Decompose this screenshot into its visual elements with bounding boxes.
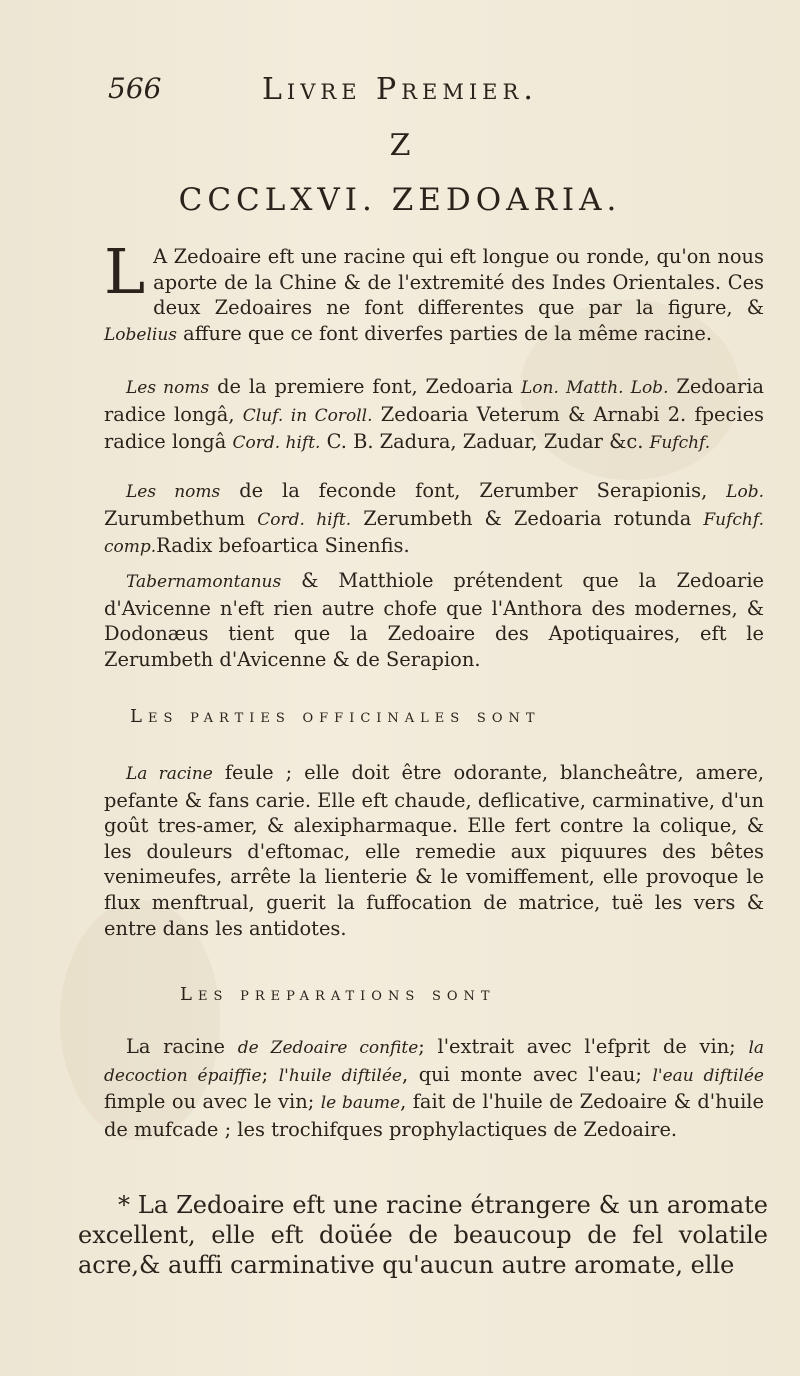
author-ref: Lobelius: [104, 324, 178, 345]
section-letter: Z: [389, 128, 411, 163]
preparations-paragraph: La racine de Zedoaire confite; l'extrait avec l'efprit de vin; la decoction épaiffie; l'huile diftilée, qui monte avec l'eau; l'eau diftilée fimple ou avec le vin; le baume, fait de l'huile de Zedoaire & d'huile de mufcade ; les trochifques prophylactiques de Zedoaire.: [104, 1035, 765, 1141]
names-first-paragraph: Les noms de la premiere font, Zedoaria Lon. Matth. Lob. Zedoaria radice longâ, Cluf. in Coroll. Zedoaria Veterum & Arnabi 2. fpecies radice longâ Cord. hift. C. B. Zadura, Zaduar, Zudar &c. Fufchf.: [104, 375, 764, 454]
page-number: 566: [108, 72, 162, 105]
tabernaemontanus-paragraph: Tabernamontanus & Matthiole prétendent que la Zedoarie d'Avicenne n'eft rien autre chofe que l'Anthora des modernes, & Dodonæus tient que la Zedoaire des Apotiquaires, eft le Zerumbeth d'Avicenne & de Serapion.: [104, 569, 764, 671]
section-heading-officinal: Les parties officinales sont: [130, 706, 541, 727]
officinal-paragraph: La racine feule ; elle doit être odorante, blancheâtre, amere, pefante & fans carie. Elle eft chaude, deflicative, carminative, d'un goût tres-amer, & alexipharmaque. Elle fert contre la colique, & les douleurs d'eftomac, elle remedie aux piquures des bêtes venimeufes, arrête la lienterie & le vomiffement, elle provoque le flux menftrual, guerit la fuffocation de matrice, tuë les vers & entre dans les antidotes.: [104, 761, 765, 940]
section-heading-preparations: Les preparations sont: [180, 984, 496, 1005]
names-second-paragraph: Les noms de la feconde font, Zerumber Serapionis, Lob. Zurumbethum Cord. hift. Zerumbeth & Zedoaria rotunda Fufchf. comp.Radix befoartica Sinenfis.: [104, 479, 764, 558]
drop-cap: L: [104, 235, 146, 308]
footnote-paragraph: * La Zedoaire eft une racine étrangere & un aromate excellent, elle eft doüée de beaucoup de fel volatile acre,& auffi carminative qu'aucun autre aromate, elle: [78, 1191, 768, 1279]
chapter-title: CCCLXVI. ZEDOARIA.: [178, 182, 622, 218]
intro-paragraph: L A Zedoaire eft une racine qui eft longue ou ronde, qu'on nous aporte de la Chine & de l'extremité des Indes Orientales. Ces deux Zedoaires ne font differentes que par la figure, & Lobelius affure que ce font diverfes parties de la même racine.: [104, 235, 764, 345]
running-title: Livre Premier.: [262, 72, 538, 107]
